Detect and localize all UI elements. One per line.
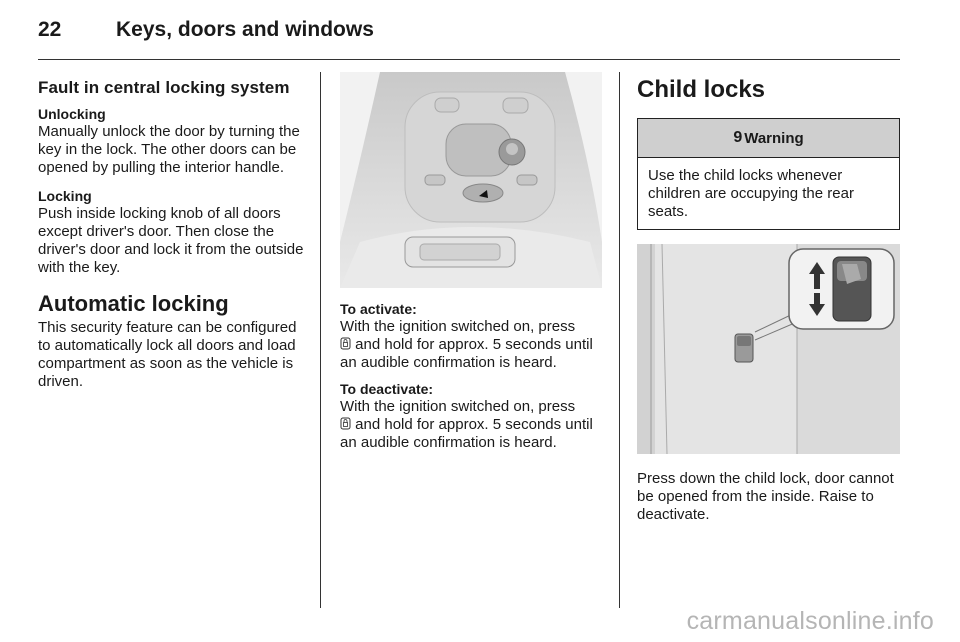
- warning-body: [638, 158, 899, 229]
- page-number: 22: [38, 18, 62, 41]
- deactivate-text-part-b: and hold for approx. 5 seconds until an audible confirmation is heard.: [340, 416, 593, 451]
- deactivate-text: [340, 398, 602, 452]
- lock-button-icon: [340, 337, 351, 350]
- child-lock-image: [637, 244, 900, 454]
- activate-text-part-a: With the ignition switched on, press: [340, 318, 576, 335]
- activate-text-part-b: and hold for approx. 5 seconds until an audible confirmation is heard.: [340, 336, 593, 371]
- section-title-fault: Fault in central locking system: [38, 78, 290, 97]
- unlocking-text: Manually unlock the door by turning the key in the lock. The other doors can be opened by pulling the interior handle.: [38, 123, 300, 176]
- deactivate-text-part-a: With the ignition switched on, press: [340, 398, 576, 415]
- column-left: [38, 72, 306, 401]
- section-title-automatic-locking: Automatic locking: [38, 291, 229, 316]
- locking-text: Push inside locking knob of all doors except driver's door. Then close the driver's door and lock it from the outside with the key.: [38, 205, 304, 276]
- warning-header: [638, 119, 899, 158]
- chapter-title: Keys, doors and windows: [116, 18, 374, 41]
- deactivate-heading: To deactivate:: [340, 381, 434, 397]
- child-lock-instruction-text: Press down the child lock, door cannot be opened from the inside. Raise to deactivate.: [637, 470, 894, 523]
- column-right: [637, 72, 900, 534]
- page-header: [38, 18, 374, 48]
- section-title-child-locks: Child locks: [637, 76, 766, 103]
- column-middle: [340, 72, 602, 462]
- column-divider-2: [619, 72, 620, 608]
- warning-box: [637, 118, 900, 230]
- activate-text: [340, 318, 602, 372]
- warning-text: Use the child locks whenever children are occupying the rear seats.: [648, 167, 854, 220]
- locking-heading: Locking: [38, 188, 92, 204]
- automatic-locking-text: This security feature can be configured to automatically lock all doors and load compartment as soon as the vehicle is driven.: [38, 319, 297, 390]
- warning-triangle-icon: 9: [733, 129, 743, 146]
- column-divider-1: [320, 72, 321, 608]
- warning-heading: Warning: [744, 129, 804, 147]
- lock-button-icon: [340, 417, 351, 430]
- unlocking-heading: Unlocking: [38, 106, 106, 122]
- overhead-console-image: [340, 72, 602, 288]
- header-divider: [38, 59, 900, 60]
- watermark-text: carmanualsonline.info: [686, 607, 934, 635]
- activate-heading: To activate:: [340, 301, 417, 317]
